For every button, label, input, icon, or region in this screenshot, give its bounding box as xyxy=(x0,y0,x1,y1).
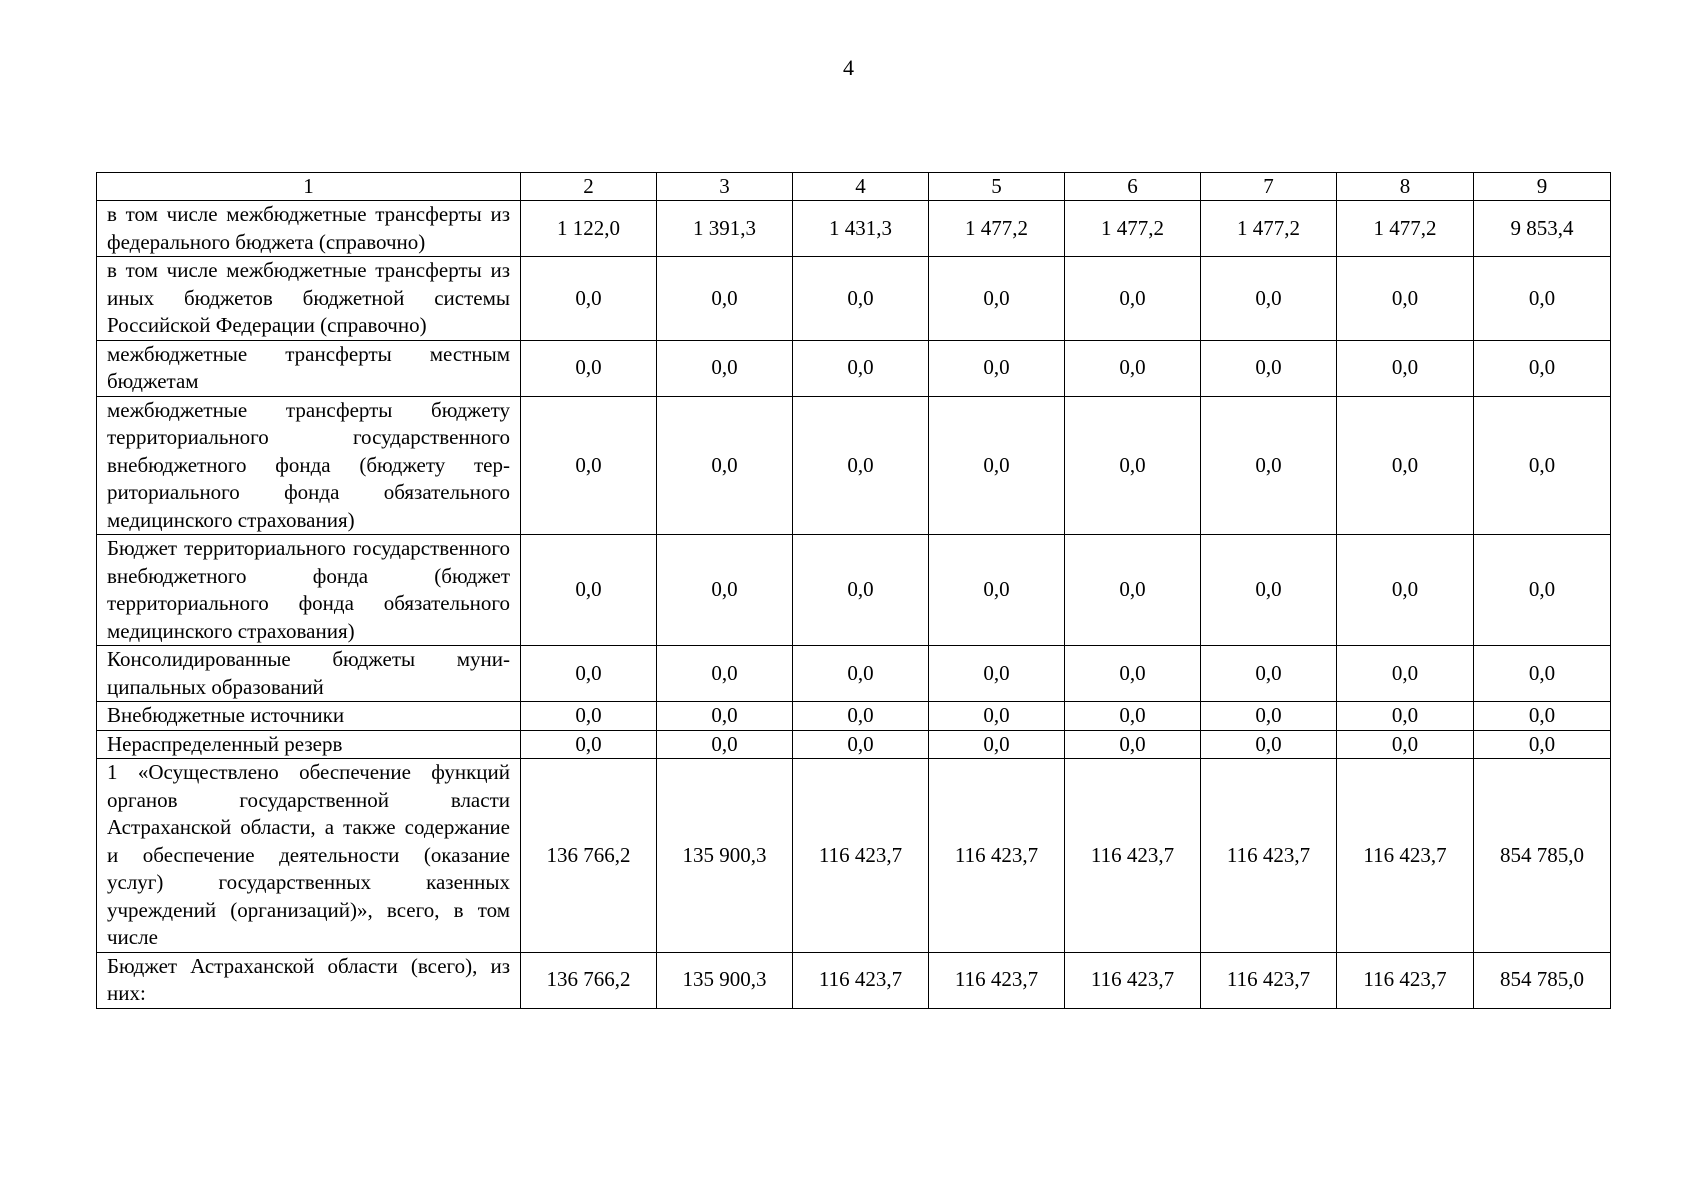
table-row xyxy=(97,340,1611,396)
table-header-row xyxy=(97,173,1611,201)
value-cell: 1 391,3 xyxy=(657,201,793,257)
value-cell: 116 423,7 xyxy=(1337,952,1474,1008)
value-cell: 116 423,7 xyxy=(1065,759,1201,953)
table-row xyxy=(97,257,1611,341)
value-cell: 0,0 xyxy=(657,535,793,646)
header-cell: 2 xyxy=(521,173,657,201)
table-row xyxy=(97,952,1611,1008)
header-cell: 4 xyxy=(793,173,929,201)
value-cell: 0,0 xyxy=(521,730,657,759)
value-cell: 0,0 xyxy=(1474,340,1611,396)
value-cell: 0,0 xyxy=(929,257,1065,341)
value-cell: 0,0 xyxy=(793,535,929,646)
table-row xyxy=(97,759,1611,953)
value-cell: 0,0 xyxy=(793,396,929,535)
value-cell: 0,0 xyxy=(1065,340,1201,396)
value-cell: 0,0 xyxy=(929,396,1065,535)
value-cell: 136 766,2 xyxy=(521,759,657,953)
value-cell: 0,0 xyxy=(1201,535,1337,646)
value-cell: 0,0 xyxy=(929,730,1065,759)
value-cell: 0,0 xyxy=(657,340,793,396)
header-cell: 6 xyxy=(1065,173,1201,201)
value-cell: 116 423,7 xyxy=(929,952,1065,1008)
value-cell: 0,0 xyxy=(521,396,657,535)
row-label: межбюджетные трансферты бюджету территориального государственного внебюджетного фонда (бюджету территориального фонда обязательного медицинского страхования) xyxy=(97,396,521,535)
value-cell: 0,0 xyxy=(1201,396,1337,535)
value-cell: 116 423,7 xyxy=(1337,759,1474,953)
value-cell: 136 766,2 xyxy=(521,952,657,1008)
value-cell: 0,0 xyxy=(1201,702,1337,731)
value-cell: 1 477,2 xyxy=(1337,201,1474,257)
value-cell: 1 477,2 xyxy=(1065,201,1201,257)
value-cell: 0,0 xyxy=(657,257,793,341)
value-cell: 0,0 xyxy=(1201,257,1337,341)
value-cell: 854 785,0 xyxy=(1474,759,1611,953)
table-row xyxy=(97,702,1611,731)
header-cell: 1 xyxy=(97,173,521,201)
value-cell: 116 423,7 xyxy=(793,952,929,1008)
value-cell: 1 477,2 xyxy=(929,201,1065,257)
table-row xyxy=(97,646,1611,702)
value-cell: 0,0 xyxy=(657,396,793,535)
value-cell: 0,0 xyxy=(793,730,929,759)
table-row xyxy=(97,396,1611,535)
value-cell: 0,0 xyxy=(1065,396,1201,535)
value-cell: 0,0 xyxy=(1337,340,1474,396)
value-cell: 116 423,7 xyxy=(793,759,929,953)
value-cell: 0,0 xyxy=(1474,702,1611,731)
value-cell: 0,0 xyxy=(1065,730,1201,759)
value-cell: 0,0 xyxy=(1065,702,1201,731)
header-cell: 9 xyxy=(1474,173,1611,201)
value-cell: 0,0 xyxy=(793,646,929,702)
value-cell: 0,0 xyxy=(929,535,1065,646)
value-cell: 135 900,3 xyxy=(657,952,793,1008)
value-cell: 0,0 xyxy=(793,340,929,396)
value-cell: 0,0 xyxy=(929,702,1065,731)
value-cell: 135 900,3 xyxy=(657,759,793,953)
value-cell: 0,0 xyxy=(1474,646,1611,702)
value-cell: 0,0 xyxy=(1065,646,1201,702)
row-label: в том числе межбюджетные трансферты из федерального бюджета (справочно) xyxy=(97,201,521,257)
value-cell: 0,0 xyxy=(521,340,657,396)
value-cell: 0,0 xyxy=(657,730,793,759)
row-label: Бюджет территориального государственного внебюджетного фонда (бюджет территориального фонда обязательного медицинского страхования) xyxy=(97,535,521,646)
value-cell: 116 423,7 xyxy=(1201,759,1337,953)
value-cell: 0,0 xyxy=(1201,730,1337,759)
row-label: в том числе межбюджетные трансферты из иных бюджетов бюджетной системы Российской Федерации (справочно) xyxy=(97,257,521,341)
value-cell: 0,0 xyxy=(1337,730,1474,759)
table-row xyxy=(97,535,1611,646)
value-cell: 0,0 xyxy=(657,702,793,731)
table-row xyxy=(97,730,1611,759)
value-cell: 0,0 xyxy=(1337,646,1474,702)
value-cell: 0,0 xyxy=(1065,535,1201,646)
budget-table xyxy=(96,172,1611,1009)
value-cell: 0,0 xyxy=(1065,257,1201,341)
header-cell: 3 xyxy=(657,173,793,201)
page-number: 4 xyxy=(843,55,854,80)
value-cell: 0,0 xyxy=(1201,646,1337,702)
value-cell: 0,0 xyxy=(1337,257,1474,341)
row-label: Консолидированные бюджеты муниципальных образований xyxy=(97,646,521,702)
value-cell: 116 423,7 xyxy=(929,759,1065,953)
value-cell: 0,0 xyxy=(929,646,1065,702)
row-label: межбюджетные трансферты местным бюджетам xyxy=(97,340,521,396)
value-cell: 0,0 xyxy=(1337,396,1474,535)
value-cell: 0,0 xyxy=(1201,340,1337,396)
value-cell: 116 423,7 xyxy=(1201,952,1337,1008)
table-row xyxy=(97,201,1611,257)
value-cell: 0,0 xyxy=(1337,702,1474,731)
header-cell: 8 xyxy=(1337,173,1474,201)
value-cell: 0,0 xyxy=(1337,535,1474,646)
value-cell: 9 853,4 xyxy=(1474,201,1611,257)
value-cell: 0,0 xyxy=(929,340,1065,396)
row-label: Бюджет Астраханской области (всего), из них: xyxy=(97,952,521,1008)
value-cell: 0,0 xyxy=(521,535,657,646)
value-cell: 0,0 xyxy=(1474,396,1611,535)
value-cell: 1 431,3 xyxy=(793,201,929,257)
row-label: Нераспределенный резерв xyxy=(97,730,521,759)
value-cell: 0,0 xyxy=(793,257,929,341)
value-cell: 0,0 xyxy=(521,646,657,702)
value-cell: 0,0 xyxy=(1474,257,1611,341)
value-cell: 1 477,2 xyxy=(1201,201,1337,257)
value-cell: 854 785,0 xyxy=(1474,952,1611,1008)
value-cell: 0,0 xyxy=(793,702,929,731)
value-cell: 0,0 xyxy=(521,257,657,341)
value-cell: 0,0 xyxy=(657,646,793,702)
row-label: Внебюджетные источники xyxy=(97,702,521,731)
value-cell: 0,0 xyxy=(521,702,657,731)
header-cell: 7 xyxy=(1201,173,1337,201)
value-cell: 1 122,0 xyxy=(521,201,657,257)
value-cell: 0,0 xyxy=(1474,730,1611,759)
header-cell: 5 xyxy=(929,173,1065,201)
row-label: 1 «Осуществлено обеспечение функций органов государственной власти Астраханской области, а также содержание и обеспечение деятельности (оказание услуг) государственных казенных учреждений (организаций)», всего, в том числе xyxy=(97,759,521,953)
value-cell: 116 423,7 xyxy=(1065,952,1201,1008)
value-cell: 0,0 xyxy=(1474,535,1611,646)
